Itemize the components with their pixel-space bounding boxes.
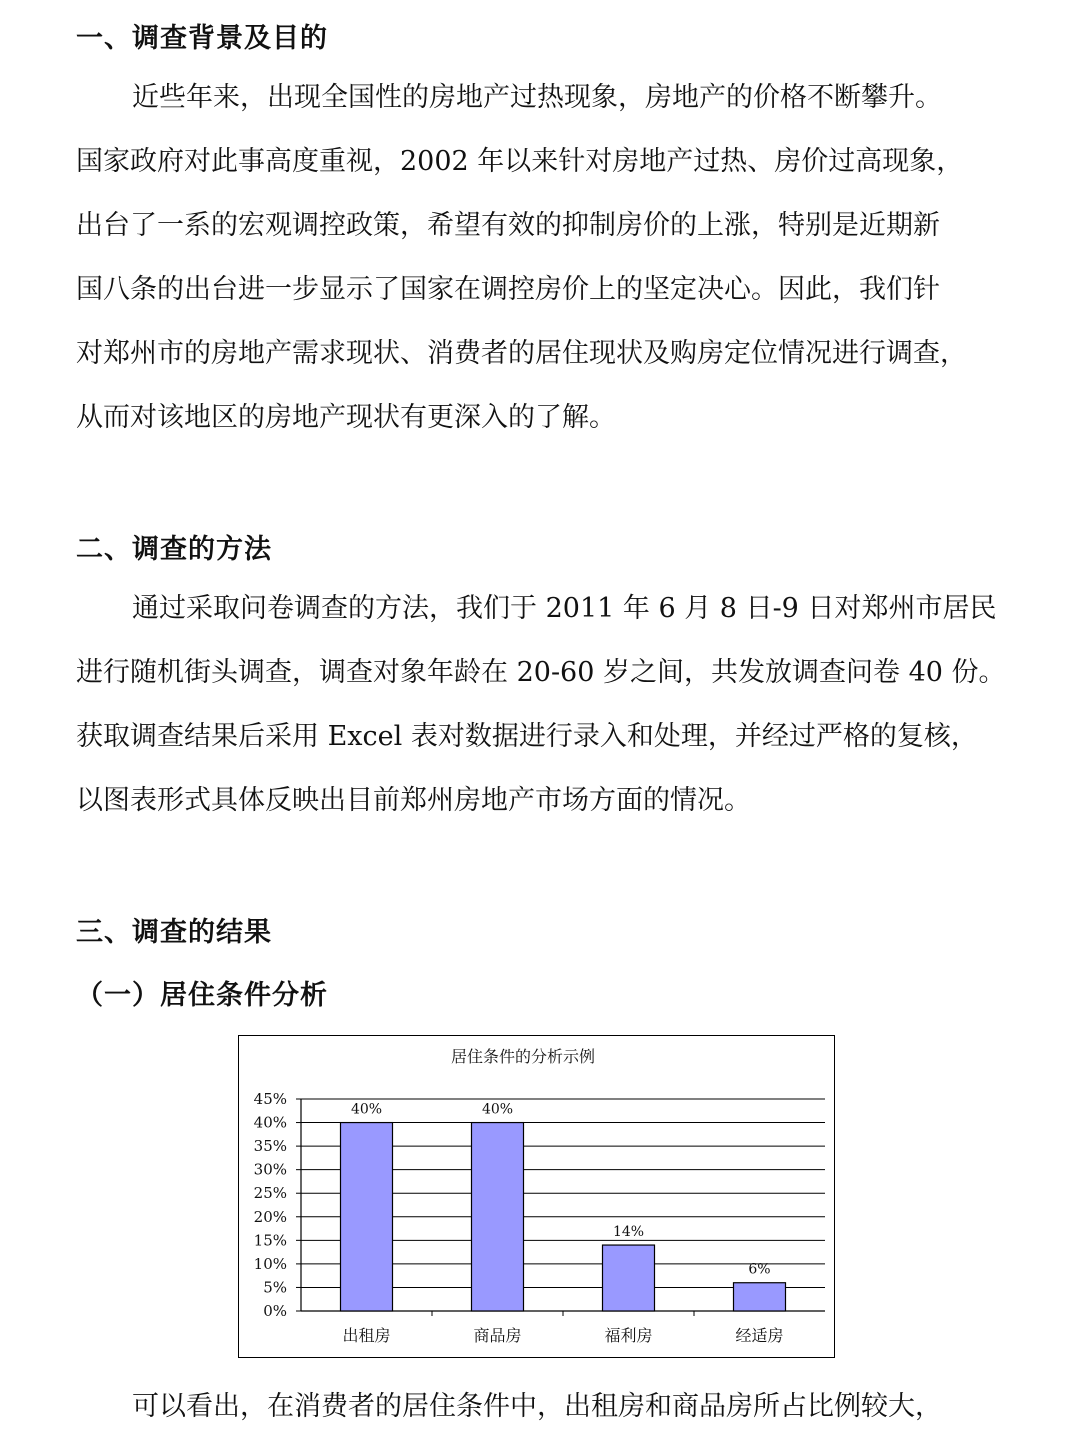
paragraph-line: 国家政府对此事高度重视，2002 年以来针对房地产过热、房价过高现象，: [76, 146, 964, 177]
paragraph-line: 近些年来，出现全国性的房地产过热现象，房地产的价格不断攀升。: [132, 82, 942, 113]
y-tick-label: 15%: [253, 1231, 287, 1250]
paragraph-line: 国八条的出台进一步显示了国家在调控房价上的坚定决心。因此，我们针: [76, 274, 940, 305]
data-label: 14%: [612, 1224, 645, 1241]
data-label: 40%: [481, 1101, 514, 1118]
paragraph-line: 通过采取问卷调查的方法，我们于 2011 年 6 月 8 日-9 日对郑州市居民: [132, 593, 997, 624]
paragraph-line: 以图表形式具体反映出目前郑州房地产市场方面的情况。: [76, 785, 751, 816]
section1-heading: 一、调查背景及目的: [76, 23, 328, 54]
bar-福利房: [603, 1245, 655, 1311]
paragraph-line: 进行随机街头调查，调查对象年龄在 20-60 岁之间，共发放调查问卷 40 份。: [76, 657, 1006, 688]
y-tick-label: 20%: [253, 1207, 287, 1226]
bar-出租房: [341, 1123, 393, 1311]
y-tick-label: 5%: [263, 1278, 287, 1297]
bar-经适房: [734, 1283, 786, 1311]
section2-paragraph: [76, 577, 1006, 833]
section3-heading: 三、调查的结果: [76, 917, 272, 948]
bar-商品房: [472, 1123, 524, 1311]
paragraph-line: 可以看出，在消费者的居住条件中，出租房和商品房所占比例较大，: [132, 1391, 942, 1422]
conclusion-paragraph: [76, 1375, 1006, 1439]
paragraph-line: 出台了一系的宏观调控政策，希望有效的抑制房价的上涨，特别是近期新: [76, 210, 940, 241]
y-tick-label: 0%: [263, 1302, 287, 1320]
data-label: 6%: [748, 1261, 771, 1278]
x-category-label: 福利房: [604, 1326, 653, 1345]
chart-title: 居住条件的分析示例: [450, 1047, 596, 1066]
section1-paragraph: [76, 66, 1006, 450]
chart-canvas: [239, 1036, 836, 1359]
paragraph-line: 从而对该地区的房地产现状有更深入的了解。: [76, 402, 616, 433]
y-tick-label: 45%: [253, 1090, 287, 1108]
y-tick-label: 30%: [253, 1160, 287, 1179]
x-category-label: 出租房: [342, 1326, 391, 1345]
y-tick-label: 40%: [253, 1113, 287, 1132]
residence-bar-chart: [238, 1035, 835, 1358]
paragraph-line: 获取调查结果后采用 Excel 表对数据进行录入和处理，并经过严格的复核，: [76, 721, 978, 752]
section3-subheading: （一）居住条件分析: [76, 980, 328, 1011]
data-label: 40%: [350, 1101, 383, 1118]
section2-heading: 二、调查的方法: [76, 534, 272, 565]
paragraph-line: 对郑州市的房地产需求现状、消费者的居住现状及购房定位情况进行调查，: [76, 338, 967, 369]
x-category-label: 商品房: [473, 1326, 522, 1345]
x-category-label: 经适房: [735, 1326, 784, 1345]
y-tick-label: 35%: [253, 1137, 287, 1156]
y-tick-label: 25%: [253, 1184, 287, 1203]
y-tick-label: 10%: [253, 1254, 287, 1273]
